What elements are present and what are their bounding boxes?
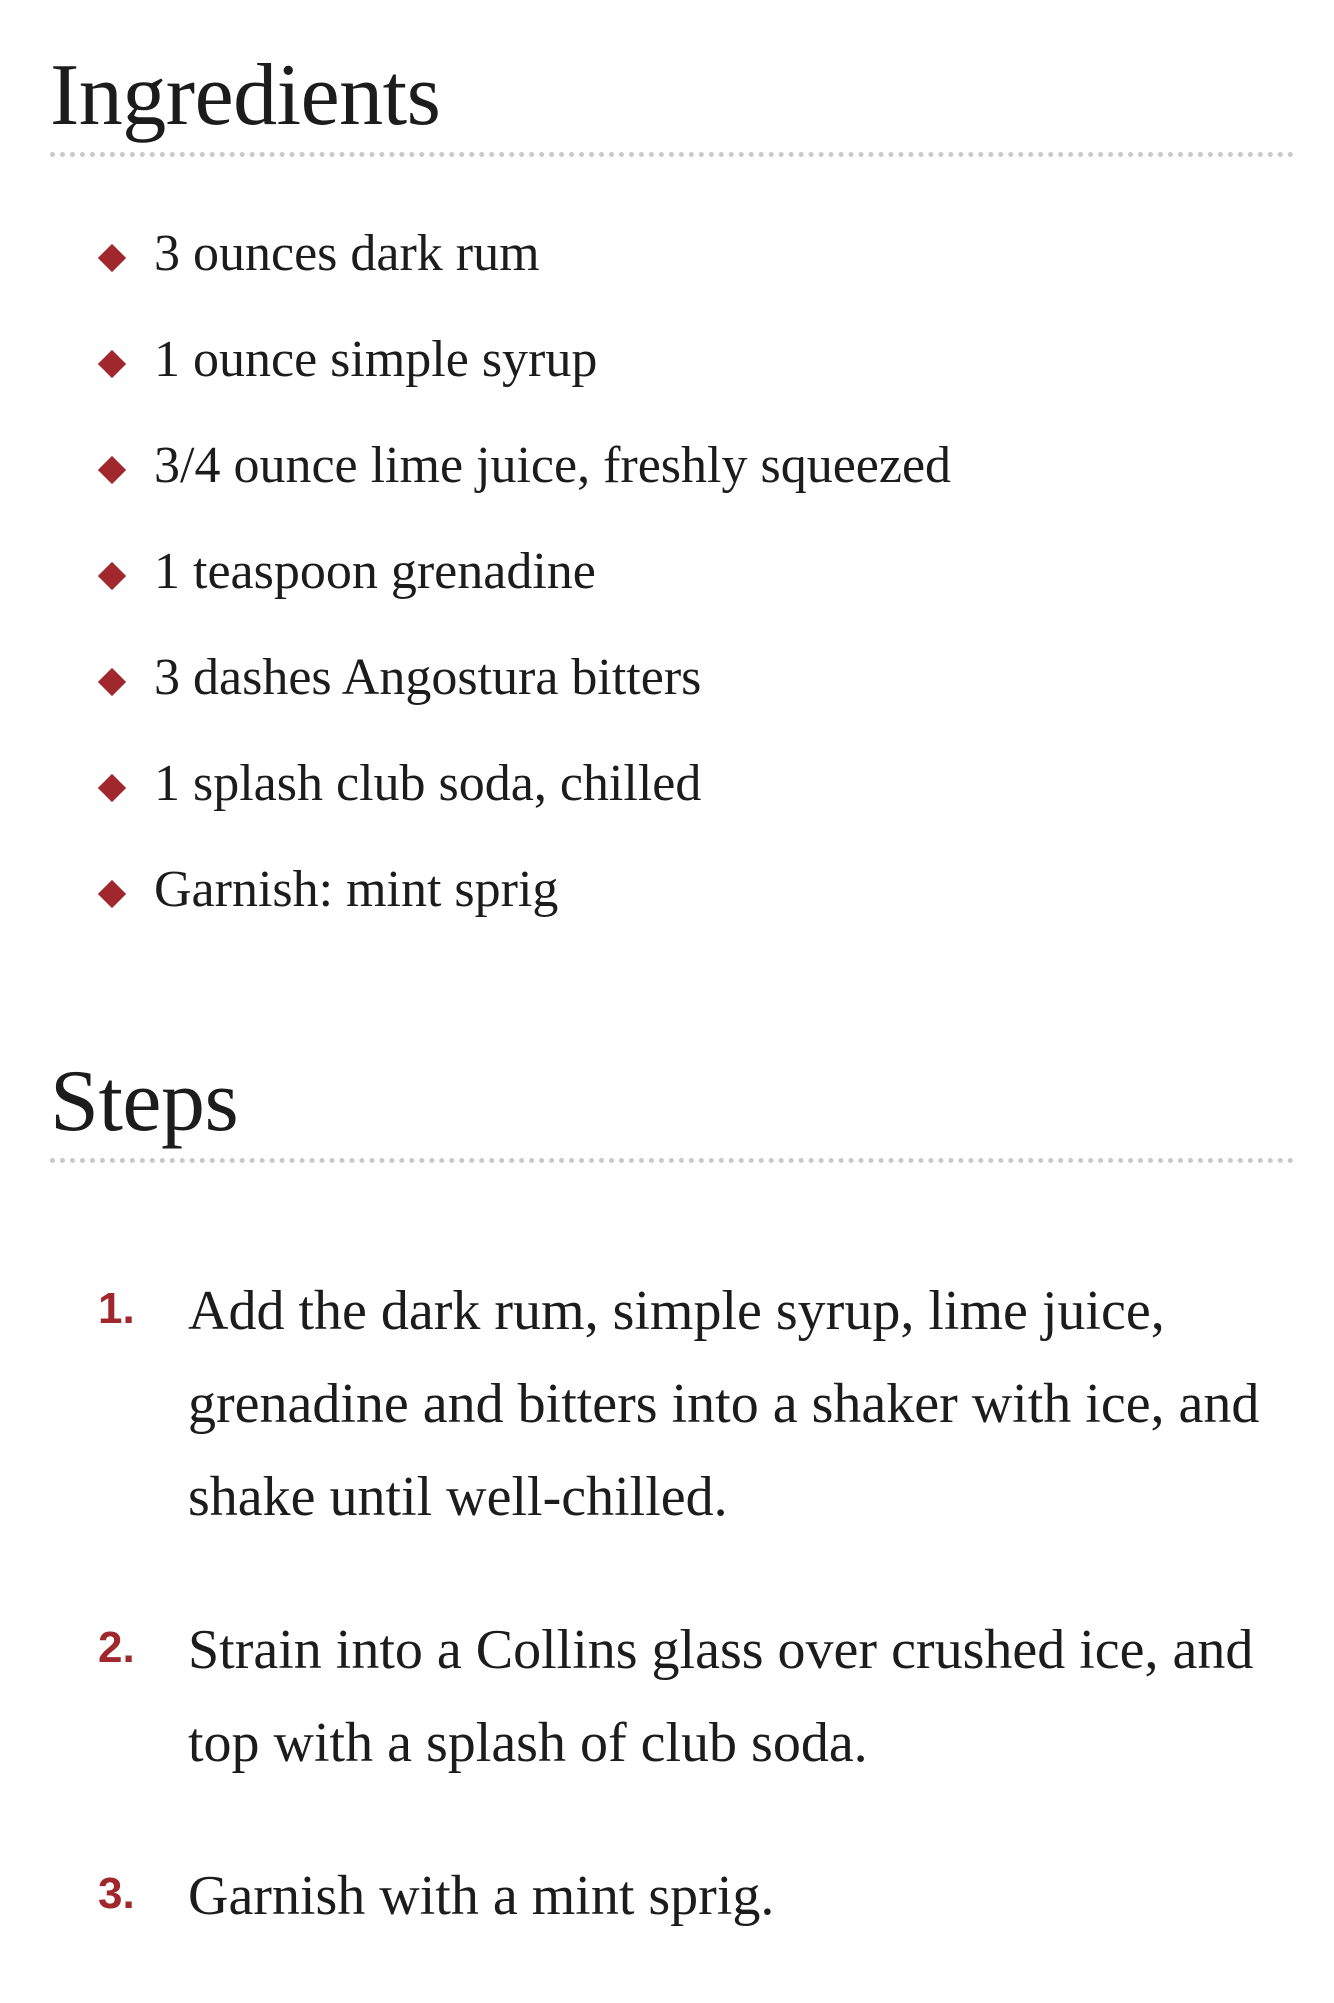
ingredient-item [0,858,1334,964]
ingredient-text: 1 splash club soda, chilled [154,755,702,812]
step-text: Strain into a Collins glass over crushed ice, and top with a splash of club soda. [188,1619,1254,1774]
ingredient-item [0,222,1334,328]
step-item [0,1604,1334,1790]
diamond-bullet-icon [98,562,126,590]
diamond-bullet-icon [98,456,126,484]
ingredients-list [0,222,1334,964]
step-item [0,1850,1334,1943]
step-number: 1. [98,1284,135,1333]
ingredients-heading: Ingredients [50,47,441,144]
ingredient-item [0,752,1334,858]
ingredient-item [0,646,1334,752]
diamond-bullet-icon [98,244,126,272]
diamond-bullet-icon [98,350,126,378]
steps-list [0,1265,1334,2003]
ingredients-divider [50,152,1294,157]
ingredient-text: 3 dashes Angostura bitters [154,649,702,706]
diamond-bullet-icon [98,668,126,696]
ingredient-text: Garnish: mint sprig [154,861,559,918]
step-text: Add the dark rum, simple syrup, lime juice, grenadine and bitters into a shaker with ice, and shake until well-chilled. [188,1280,1260,1528]
step-text: Garnish with a mint sprig. [188,1865,775,1927]
steps-heading: Steps [50,1053,239,1150]
step-number: 2. [98,1623,135,1672]
ingredient-item [0,540,1334,646]
diamond-bullet-icon [98,774,126,802]
step-item [0,1265,1334,1544]
ingredient-text: 3 ounces dark rum [154,225,540,282]
steps-divider [50,1158,1294,1163]
ingredient-item [0,434,1334,540]
step-number: 3. [98,1869,135,1918]
ingredient-text: 1 ounce simple syrup [154,331,598,388]
ingredient-text: 1 teaspoon grenadine [154,543,596,600]
diamond-bullet-icon [98,880,126,908]
ingredient-item [0,328,1334,434]
ingredient-text: 3/4 ounce lime juice, freshly squeezed [154,437,952,494]
